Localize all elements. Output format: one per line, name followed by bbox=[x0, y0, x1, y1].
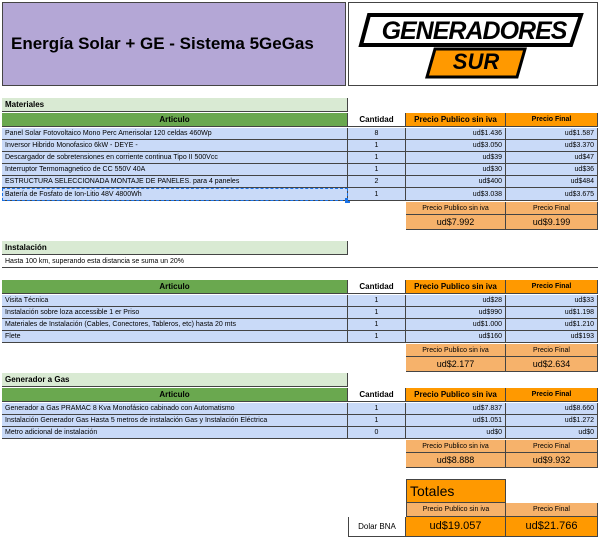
header-precio-final[interactable]: Precio Final bbox=[506, 388, 598, 402]
subtotal-final-label[interactable]: Precio Final bbox=[506, 440, 598, 453]
table-row-cantidad[interactable]: 1 bbox=[348, 295, 406, 307]
subtotal-final[interactable]: ud$9.932 bbox=[506, 453, 598, 468]
table-row-final[interactable]: ud$3.675 bbox=[506, 188, 598, 201]
totales-final-label[interactable]: Precio Final bbox=[506, 503, 598, 517]
table-row-cantidad[interactable]: 2 bbox=[348, 176, 406, 188]
subtotal-publico-label[interactable]: Precio Publico sin iva bbox=[406, 440, 506, 453]
table-row-final[interactable]: ud$484 bbox=[506, 176, 598, 188]
table-row-final[interactable]: ud$33 bbox=[506, 295, 598, 307]
table-row-cantidad[interactable]: 1 bbox=[348, 403, 406, 415]
header-precio-publico[interactable]: Precio Publico sin iva bbox=[406, 280, 506, 294]
header-articulo[interactable]: Articulo bbox=[2, 388, 348, 402]
totales-publico-label[interactable]: Precio Publico sin iva bbox=[406, 503, 506, 517]
header-precio-final[interactable]: Precio Final bbox=[506, 113, 598, 127]
table-row-articulo[interactable]: Generador a Gas PRAMAC 8 Kva Monofásico cabinado con Automatismo bbox=[2, 403, 348, 415]
table-row-publico[interactable]: ud$1.051 bbox=[406, 415, 506, 427]
table-row-cantidad[interactable]: 1 bbox=[348, 319, 406, 331]
header-cantidad[interactable]: Cantidad bbox=[348, 280, 406, 294]
subtotal-final[interactable]: ud$9.199 bbox=[506, 215, 598, 230]
logo-line1: GENERADORES bbox=[381, 17, 567, 45]
header-cantidad[interactable]: Cantidad bbox=[348, 113, 406, 127]
table-row-final[interactable]: ud$0 bbox=[506, 427, 598, 439]
section-generador[interactable]: Generador a Gas bbox=[2, 373, 348, 387]
table-row-articulo[interactable]: Panel Solar Fotovoltaico Mono Perc Amerisolar 120 celdas 460Wp bbox=[2, 128, 348, 140]
header-precio-final[interactable]: Precio Final bbox=[506, 280, 598, 294]
table-row-final[interactable]: ud$47 bbox=[506, 152, 598, 164]
table-row-final[interactable]: ud$3.370 bbox=[506, 140, 598, 152]
table-row-publico[interactable]: ud$1.000 bbox=[406, 319, 506, 331]
header-precio-publico[interactable]: Precio Publico sin iva bbox=[406, 388, 506, 402]
table-row-articulo-selected[interactable]: Batería de Fosfato de Ion-Litio 48V 4800Wh bbox=[2, 188, 348, 201]
section-materiales[interactable]: Materiales bbox=[2, 98, 348, 112]
section-instalacion[interactable]: Instalación bbox=[2, 241, 348, 255]
table-row-publico[interactable]: ud$400 bbox=[406, 176, 506, 188]
table-row-articulo[interactable]: Flete bbox=[2, 331, 348, 343]
header-articulo[interactable]: Articulo bbox=[2, 113, 348, 127]
table-row-cantidad[interactable]: 1 bbox=[348, 152, 406, 164]
table-row-cantidad[interactable]: 1 bbox=[348, 415, 406, 427]
table-row-publico[interactable]: ud$3.050 bbox=[406, 140, 506, 152]
table-row-articulo[interactable]: Descargador de sobretensiones en corriente continua Tipo II 500Vcc bbox=[2, 152, 348, 164]
dolar-label[interactable]: Dolar BNA bbox=[348, 517, 406, 537]
header-cantidad[interactable]: Cantidad bbox=[348, 388, 406, 402]
table-row-publico[interactable]: ud$0 bbox=[406, 427, 506, 439]
table-row-articulo[interactable]: Instalación sobre loza accessible 1 er Priso bbox=[2, 307, 348, 319]
table-row-articulo[interactable]: Materiales de Instalación (Cables, Conectores, Tableros, etc) hasta 20 mts bbox=[2, 319, 348, 331]
table-row-articulo[interactable]: Inversor Hibrido Monofasico 6kW - DEYE - bbox=[2, 140, 348, 152]
table-row-articulo[interactable]: Instalación Generador Gas Hasta 5 metros de instalación Gas y Instalación Eléctrica bbox=[2, 415, 348, 427]
table-row-cantidad[interactable]: 1 bbox=[348, 307, 406, 319]
table-row-final[interactable]: ud$1.198 bbox=[506, 307, 598, 319]
table-row-publico[interactable]: ud$990 bbox=[406, 307, 506, 319]
table-row-cantidad[interactable]: 1 bbox=[348, 164, 406, 176]
table-row-cantidad[interactable]: 1 bbox=[348, 188, 406, 201]
table-row-articulo[interactable]: Interruptor Termomagnetico de CC 550V 40A bbox=[2, 164, 348, 176]
subtotal-publico[interactable]: ud$7.992 bbox=[406, 215, 506, 230]
table-row-final[interactable]: ud$1.272 bbox=[506, 415, 598, 427]
table-row-publico[interactable]: ud$3.038 bbox=[406, 188, 506, 201]
subtotal-publico-label[interactable]: Precio Publico sin iva bbox=[406, 344, 506, 357]
title-cell[interactable] bbox=[2, 2, 346, 86]
table-row-publico[interactable]: ud$160 bbox=[406, 331, 506, 343]
totales-final[interactable]: ud$21.766 bbox=[506, 517, 598, 537]
table-row-publico[interactable]: ud$39 bbox=[406, 152, 506, 164]
totales-title[interactable]: Totales bbox=[406, 479, 506, 503]
table-row-articulo[interactable]: Visita Técnica bbox=[2, 295, 348, 307]
table-row-publico[interactable]: ud$28 bbox=[406, 295, 506, 307]
table-row-cantidad[interactable]: 1 bbox=[348, 140, 406, 152]
totales-publico[interactable]: ud$19.057 bbox=[406, 517, 506, 537]
table-row-final[interactable]: ud$36 bbox=[506, 164, 598, 176]
subtotal-publico[interactable]: ud$8.888 bbox=[406, 453, 506, 468]
table-row-final[interactable]: ud$1.587 bbox=[506, 128, 598, 140]
subtotal-final-label[interactable]: Precio Final bbox=[506, 202, 598, 215]
logo bbox=[348, 2, 598, 86]
header-articulo[interactable]: Articulo bbox=[2, 280, 348, 294]
subtotal-publico-label[interactable]: Precio Publico sin iva bbox=[406, 202, 506, 215]
instalacion-note[interactable]: Hasta 100 km, superando esta distancia se suma un 20% bbox=[2, 255, 598, 268]
table-row-publico[interactable]: ud$7.837 bbox=[406, 403, 506, 415]
table-row-publico[interactable]: ud$1.436 bbox=[406, 128, 506, 140]
subtotal-publico[interactable]: ud$2.177 bbox=[406, 357, 506, 372]
header-precio-publico[interactable]: Precio Publico sin iva bbox=[406, 113, 506, 127]
subtotal-final-label[interactable]: Precio Final bbox=[506, 344, 598, 357]
table-row-articulo[interactable]: ESTRUCTURA SELECCIONADA MONTAJE DE PANELES. para 4 paneles bbox=[2, 176, 348, 188]
table-row-final[interactable]: ud$8.660 bbox=[506, 403, 598, 415]
logo-line2: SUR bbox=[452, 49, 500, 74]
table-row-final[interactable]: ud$1.210 bbox=[506, 319, 598, 331]
table-row-final[interactable]: ud$193 bbox=[506, 331, 598, 343]
table-row-cantidad[interactable]: 8 bbox=[348, 128, 406, 140]
subtotal-final[interactable]: ud$2.634 bbox=[506, 357, 598, 372]
table-row-cantidad[interactable]: 0 bbox=[348, 427, 406, 439]
page-title: Energía Solar + GE - Sistema 5GeGas bbox=[11, 34, 314, 53]
table-row-publico[interactable]: ud$30 bbox=[406, 164, 506, 176]
table-row-articulo[interactable]: Metro adicional de instalación bbox=[2, 427, 348, 439]
table-row-cantidad[interactable]: 1 bbox=[348, 331, 406, 343]
